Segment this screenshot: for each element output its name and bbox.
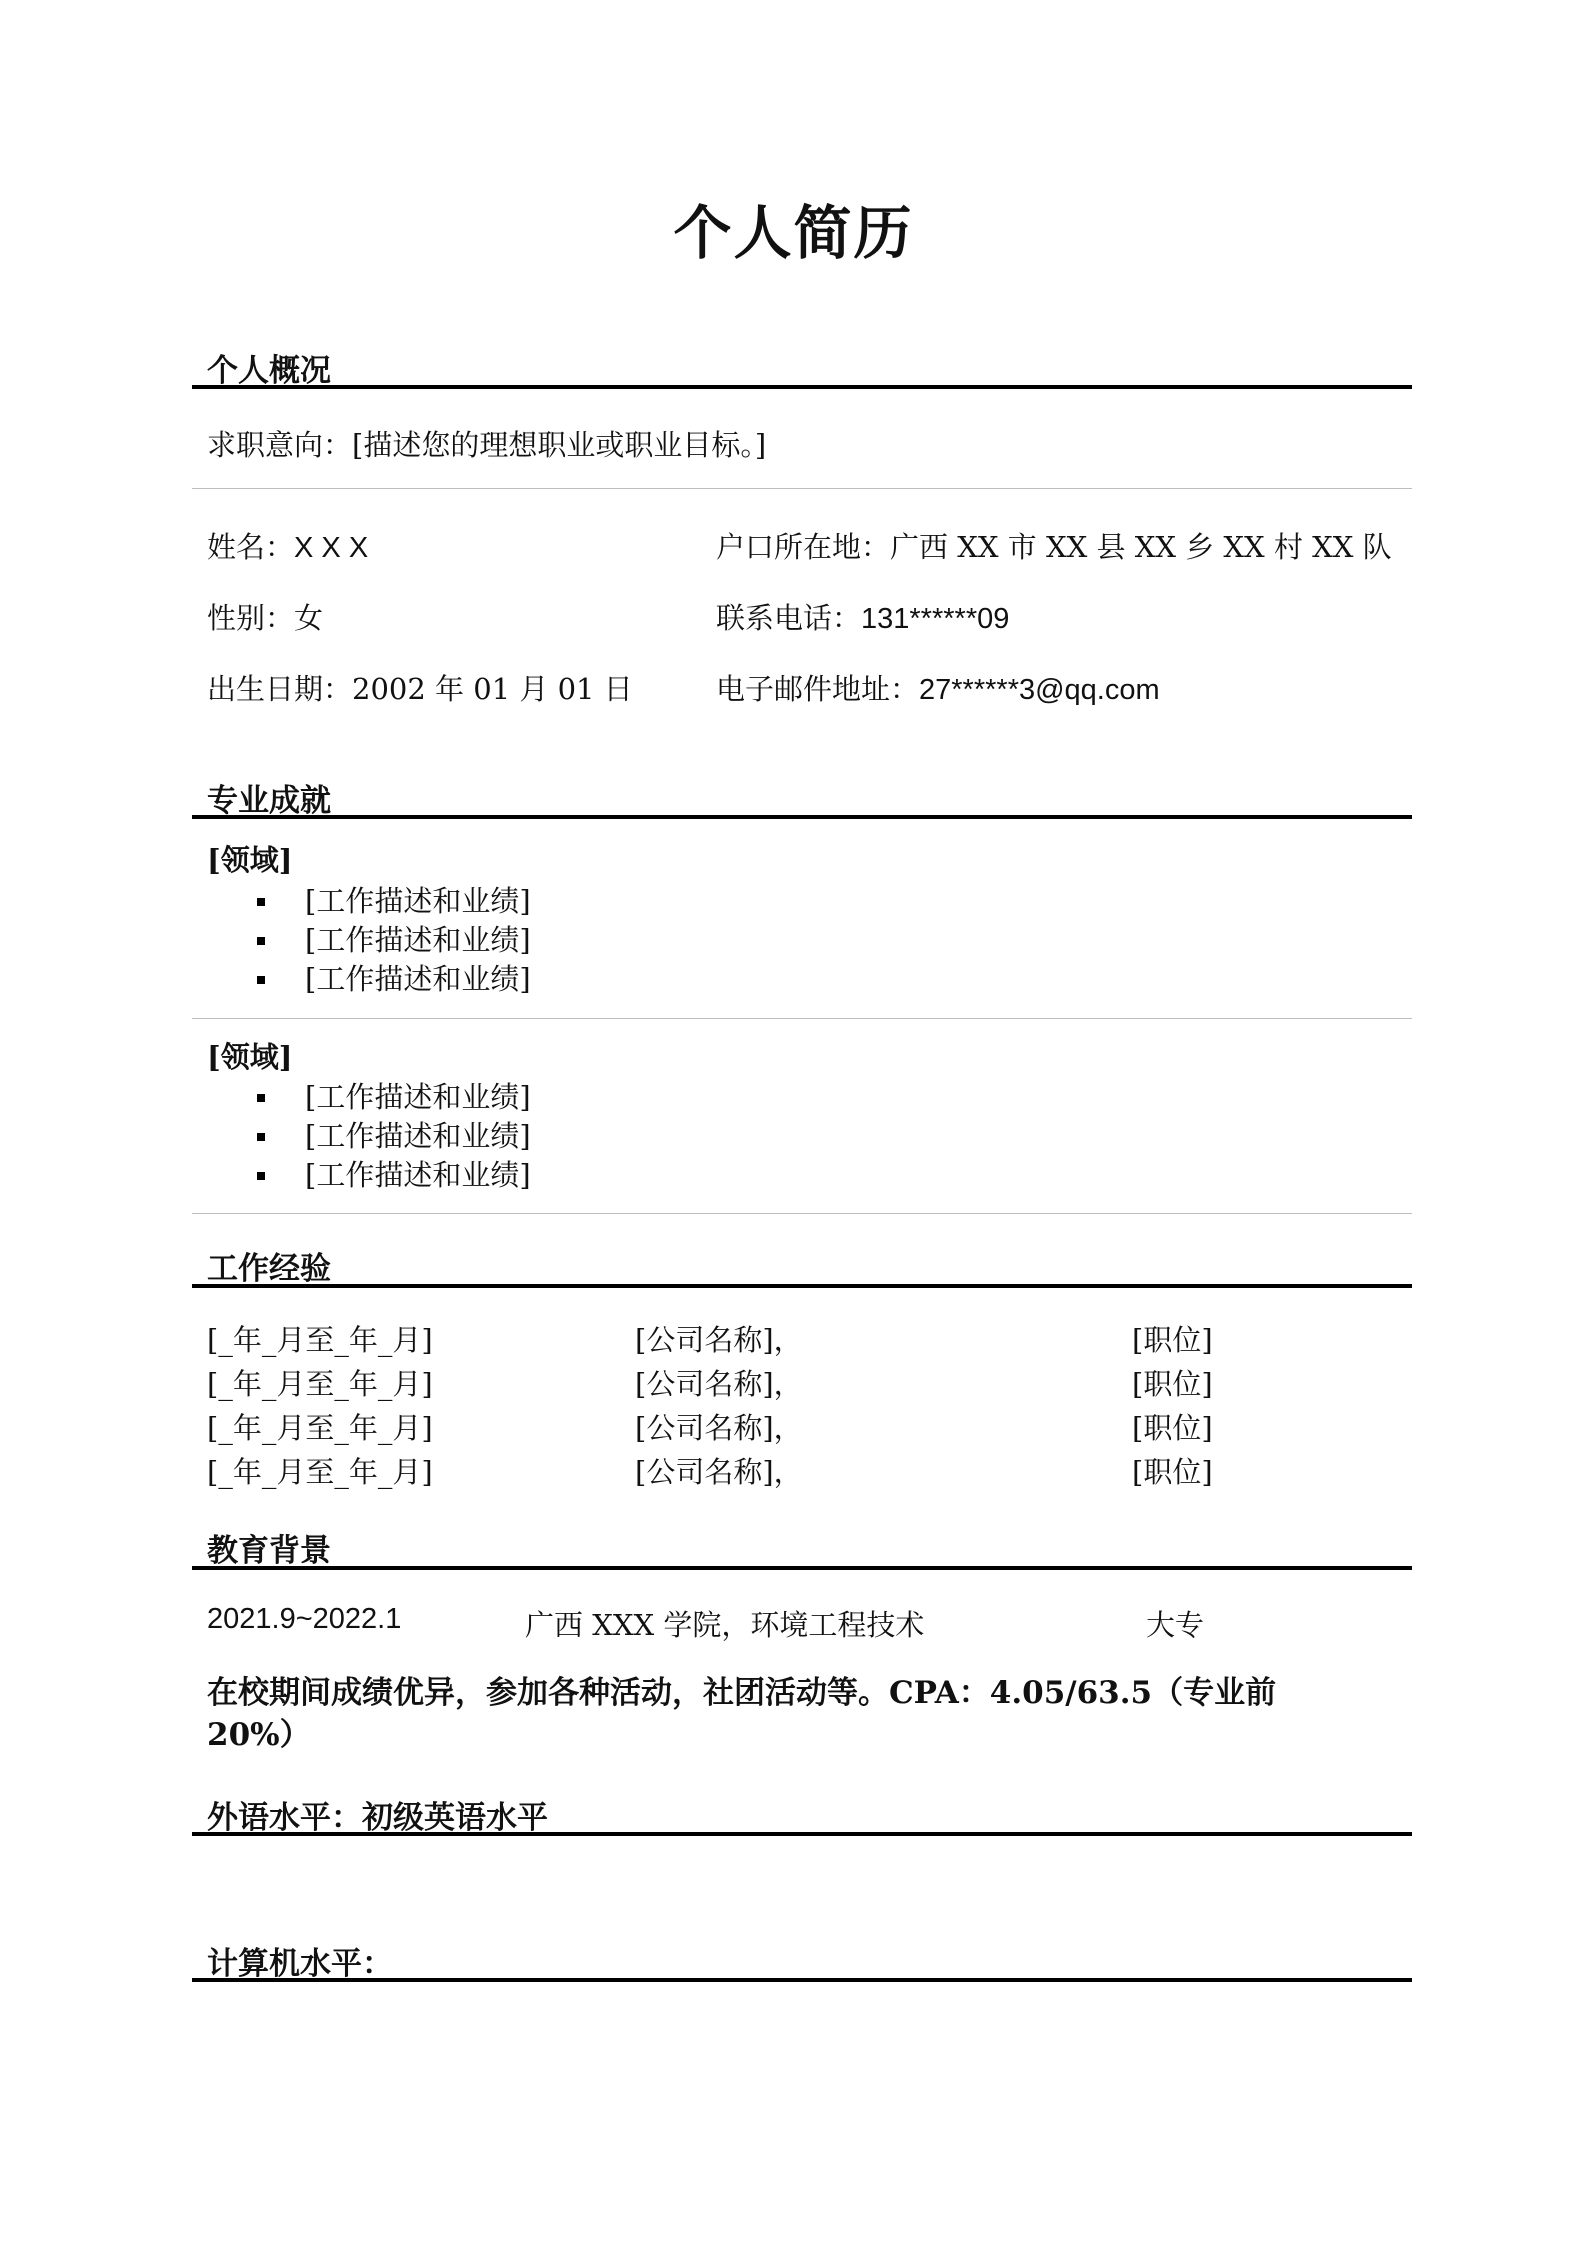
work-position: [职位]: [1132, 1323, 1213, 1357]
birth-value: 2002 年 01 月 01 日: [352, 672, 633, 706]
achievement-field-title: [领域]: [207, 1040, 293, 1074]
email-value: 27******3@qq.com: [919, 674, 1160, 706]
section-divider: [192, 1978, 1412, 1982]
name-field: [207, 525, 368, 566]
education-period: 2021.9~2022.1: [207, 1603, 402, 1635]
name-value: X X X: [294, 532, 369, 564]
gender-label: 性别：: [207, 601, 295, 635]
section-heading-education: 教育背景: [207, 1533, 331, 1569]
birth-field: [207, 667, 633, 708]
section-heading-overview: 个人概况: [207, 353, 331, 389]
table-row: [207, 1318, 1307, 1362]
work-company: [公司名称]，: [635, 1455, 803, 1489]
email-field: [716, 667, 1160, 708]
list-item: [工作描述和业绩]: [255, 882, 531, 921]
gender-field: [207, 596, 323, 637]
work-period: [_年_月至_年_月]: [207, 1455, 433, 1489]
objective-line: [207, 423, 766, 464]
section-divider: [192, 1566, 1412, 1570]
email-label: 电子邮件地址：: [716, 672, 920, 706]
list-item: [工作描述和业绩]: [255, 1117, 531, 1156]
objective-value: [描述您的理想职业或职业目标。]: [352, 428, 767, 462]
hukou-value: 广西 XX 市 XX 县 XX 乡 XX 村 XX 队: [890, 530, 1392, 564]
work-position: [职位]: [1132, 1411, 1213, 1445]
work-period: [_年_月至_年_月]: [207, 1411, 433, 1445]
gender-value: 女: [294, 601, 324, 635]
list-item: [工作描述和业绩]: [255, 921, 531, 960]
achievement-field-title: [领域]: [207, 843, 293, 877]
phone-label: 联系电话：: [716, 601, 862, 635]
work-position: [职位]: [1132, 1367, 1213, 1401]
section-divider: [192, 385, 1412, 389]
hukou-field: [716, 525, 1392, 566]
phone-value: 131******09: [861, 603, 1010, 635]
education-degree: 大专: [1146, 1608, 1205, 1642]
name-label: 姓名：: [207, 530, 295, 564]
table-row: [207, 1450, 1307, 1494]
divider-line: [192, 488, 1412, 489]
page-title: 个人简历: [673, 199, 914, 267]
work-company: [公司名称]，: [635, 1367, 803, 1401]
section-heading-work: 工作经验: [207, 1251, 331, 1287]
divider-line: [192, 1213, 1412, 1214]
section-heading-computer: 计算机水平：: [207, 1946, 393, 1982]
list-item: [工作描述和业绩]: [255, 1078, 531, 1117]
education-note: 在校期间成绩优异，参加各种活动，社团活动等。CPA：4.05/63.5（专业前20%）: [207, 1675, 1277, 1753]
list-item: [工作描述和业绩]: [255, 1156, 531, 1195]
achievement-list: [255, 1078, 531, 1195]
work-period: [_年_月至_年_月]: [207, 1323, 433, 1357]
section-heading-language: 外语水平：初级英语水平: [207, 1800, 548, 1836]
work-position: [职位]: [1132, 1455, 1213, 1489]
phone-field: [716, 596, 1009, 637]
table-row: [207, 1406, 1307, 1450]
hukou-label: 户口所在地：: [716, 530, 891, 564]
education-school: 广西 XXX 学院，环境工程技术: [525, 1608, 925, 1642]
section-heading-achievements: 专业成就: [207, 783, 331, 819]
achievement-list: [255, 882, 531, 999]
section-divider: [192, 1284, 1412, 1288]
work-period: [_年_月至_年_月]: [207, 1367, 433, 1401]
divider-line: [192, 1018, 1412, 1019]
objective-label: 求职意向：: [207, 428, 353, 462]
section-divider: [192, 815, 1412, 819]
table-row: [207, 1362, 1307, 1406]
work-company: [公司名称]，: [635, 1323, 803, 1357]
birth-label: 出生日期：: [207, 672, 353, 706]
list-item: [工作描述和业绩]: [255, 960, 531, 999]
work-company: [公司名称]，: [635, 1411, 803, 1445]
section-divider: [192, 1832, 1412, 1836]
